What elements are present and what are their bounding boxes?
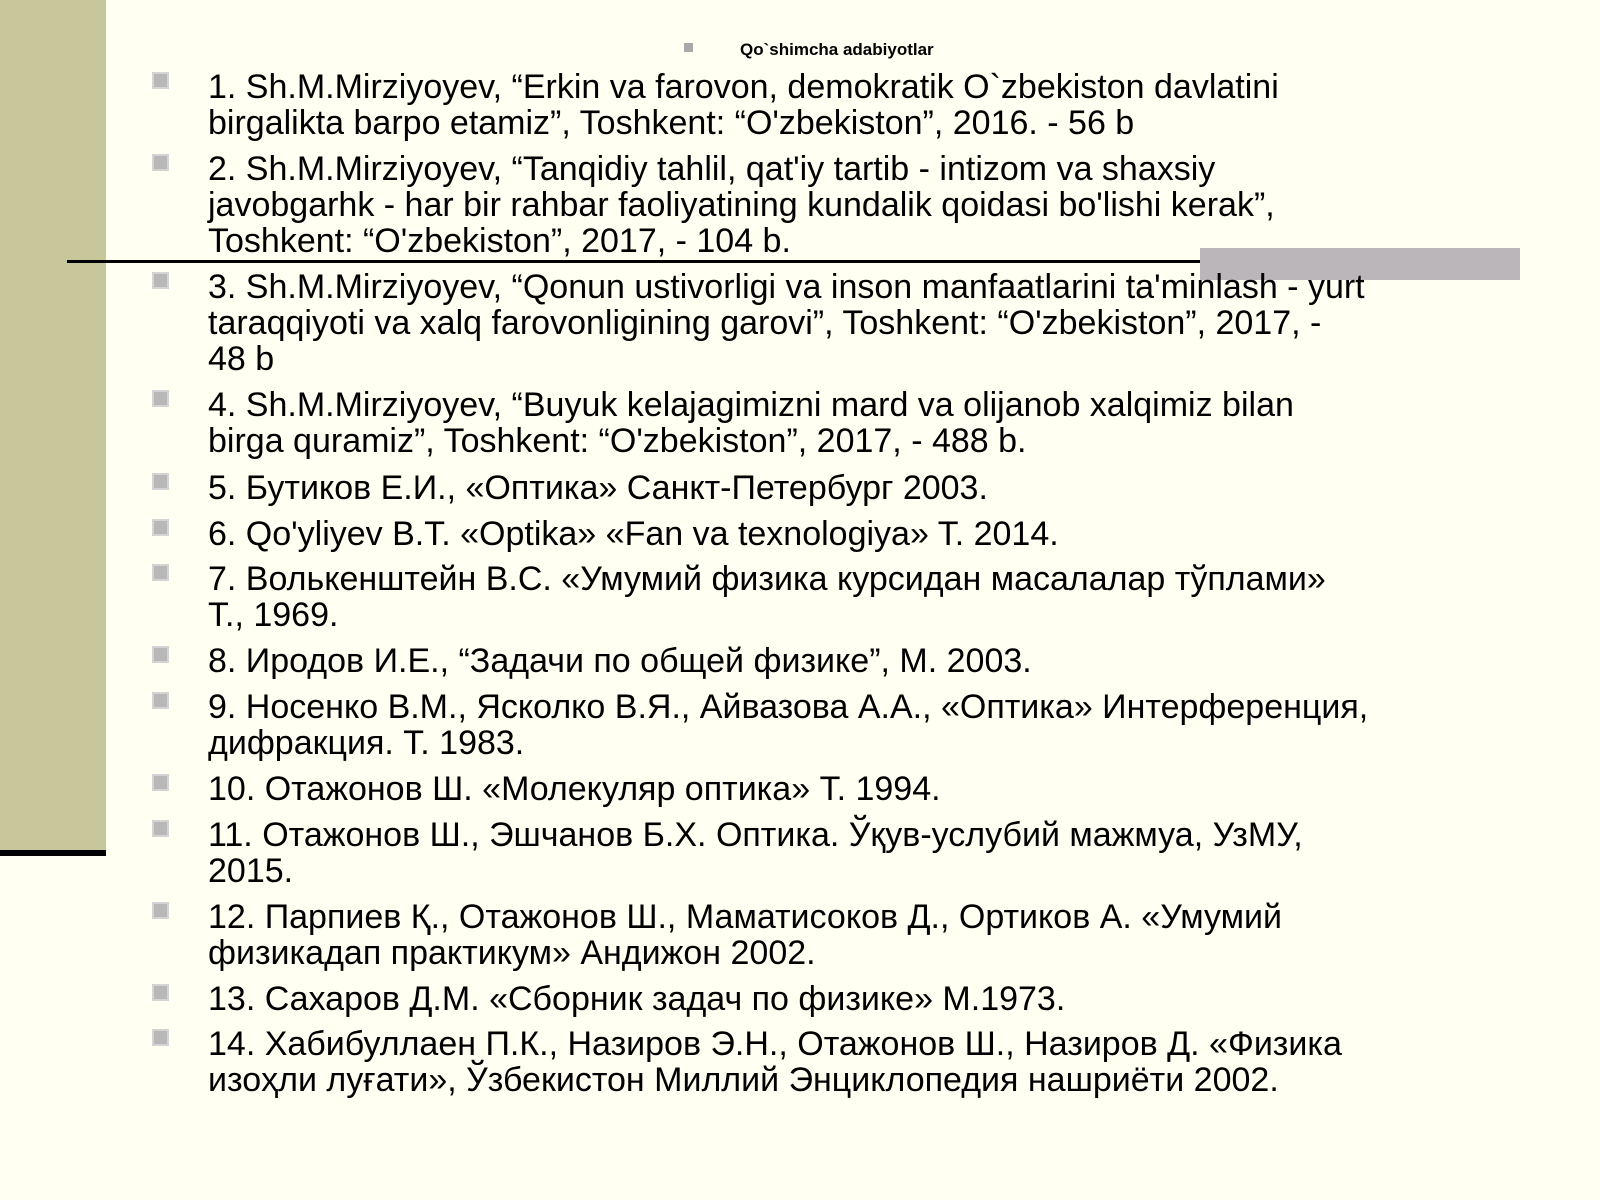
- reference-text: [208, 151, 1508, 259]
- reference-text: [208, 1026, 1508, 1098]
- reference-line: 48 b: [208, 340, 275, 378]
- reference-line: 5. Бутиков Е.И., «Оптика» Санкт-Петербург 2003.: [208, 469, 988, 507]
- reference-text: [208, 817, 1508, 889]
- square-bullet-icon: [152, 564, 169, 581]
- reference-line: 2. Sh.M.Mirziyoyev, “Tanqidiy tahlil, qat'iy tartib - intizom va shaxsiy: [208, 150, 1216, 188]
- square-bullet-icon: [152, 820, 169, 837]
- reference-line: Т., 1969.: [208, 596, 339, 634]
- reference-line: 8. Иродов И.Е., “Задачи по общей физике”, М. 2003.: [208, 642, 1032, 680]
- reference-line: 4. Sh.M.Mirziyoyev, “Buyuk kelajagimizni mard va olijanob xalqimiz bilan: [208, 386, 1294, 424]
- square-bullet-icon: [152, 519, 169, 536]
- reference-line: 10. Отажонов Ш. «Молекуляр оптика» Т. 1994.: [208, 770, 941, 808]
- reference-line: изоҳли луғати», Ўзбекистон Миллий Энциклопедия нашриёти 2002.: [208, 1061, 1279, 1099]
- reference-text: [208, 561, 1508, 633]
- reference-line: 3. Sh.M.Mirziyoyev, “Qonun ustivorligi va inson manfaatlarini ta'minlash - yurt: [208, 268, 1365, 306]
- reference-text: [208, 470, 1508, 506]
- reference-text: [208, 269, 1508, 377]
- square-bullet-icon: [152, 1029, 169, 1046]
- reference-text: [208, 771, 1508, 807]
- square-bullet-icon: [152, 646, 169, 663]
- square-bullet-icon: [152, 473, 169, 490]
- reference-text: [208, 516, 1508, 552]
- reference-line: 7. Волькенштейн В.С. «Умумий физика курсидан масалалар тўплами»: [208, 560, 1326, 598]
- reference-line: 11. Отажонов Ш., Эшчанов Б.Х. Оптика. Ўқув-услубий мажмуа, УзМУ,: [208, 816, 1303, 854]
- reference-text: [208, 689, 1508, 761]
- square-bullet-icon: [152, 154, 169, 171]
- reference-line: birgalikta barpo etamiz”, Toshkent: “O'zbekiston”, 2016. - 56 b: [208, 104, 1135, 142]
- square-bullet-icon: [152, 72, 169, 89]
- reference-text: [208, 643, 1508, 679]
- reference-line: javobgarhk - har bir rahbar faoliyatining kundalik qoidasi bo'lishi kerak”,: [208, 186, 1275, 224]
- reference-line: birga quramiz”, Toshkent: “O'zbekiston”, 2017, - 488 b.: [208, 422, 1027, 460]
- reference-text: [208, 387, 1508, 459]
- reference-line: 14. Хабибуллаен П.К., Назиров Э.Н., Отажонов Ш., Назиров Д. «Физика: [208, 1025, 1342, 1063]
- reference-line: taraqqiyoti va xalq farovonligining garovi”, Toshkent: “O'zbekiston”, 2017, -: [208, 304, 1322, 342]
- square-bullet-icon: [152, 692, 169, 709]
- square-bullet-icon: [152, 902, 169, 919]
- reference-line: Toshkent: “O'zbekiston”, 2017, - 104 b.: [208, 222, 791, 260]
- reference-line: 12. Парпиев Қ., Отажонов Ш., Маматисоков Д., Ортиков А. «Умумий: [208, 898, 1283, 936]
- reference-text: [208, 981, 1508, 1017]
- reference-line: физикадап практикум» Андижон 2002.: [208, 934, 816, 972]
- square-bullet-icon: [152, 272, 169, 289]
- reference-line: 6. Qo'yliyev B.T. «Optika» «Fan va texnologiya» T. 2014.: [208, 515, 1059, 553]
- reference-line: 1. Sh.M.Mirziyoyev, “Erkin va farovon, demokratik O`zbekiston davlatini: [208, 68, 1279, 106]
- square-bullet-icon: [152, 390, 169, 407]
- square-bullet-icon: [152, 774, 169, 791]
- reference-line: дифракция. Т. 1983.: [208, 724, 525, 762]
- slide-title: Qo`shimcha adabiyotlar: [740, 40, 934, 59]
- reference-line: 9. Носенко В.М., Ясколко В.Я., Айвазова А.А., «Оптика» Интерференция,: [208, 688, 1369, 726]
- reference-line: 13. Сахаров Д.М. «Сборник задач по физике» М.1973.: [208, 980, 1066, 1018]
- reference-text: [208, 69, 1508, 141]
- reference-line: 2015.: [208, 852, 294, 890]
- reference-text: [208, 899, 1508, 971]
- square-bullet-icon: [152, 984, 169, 1001]
